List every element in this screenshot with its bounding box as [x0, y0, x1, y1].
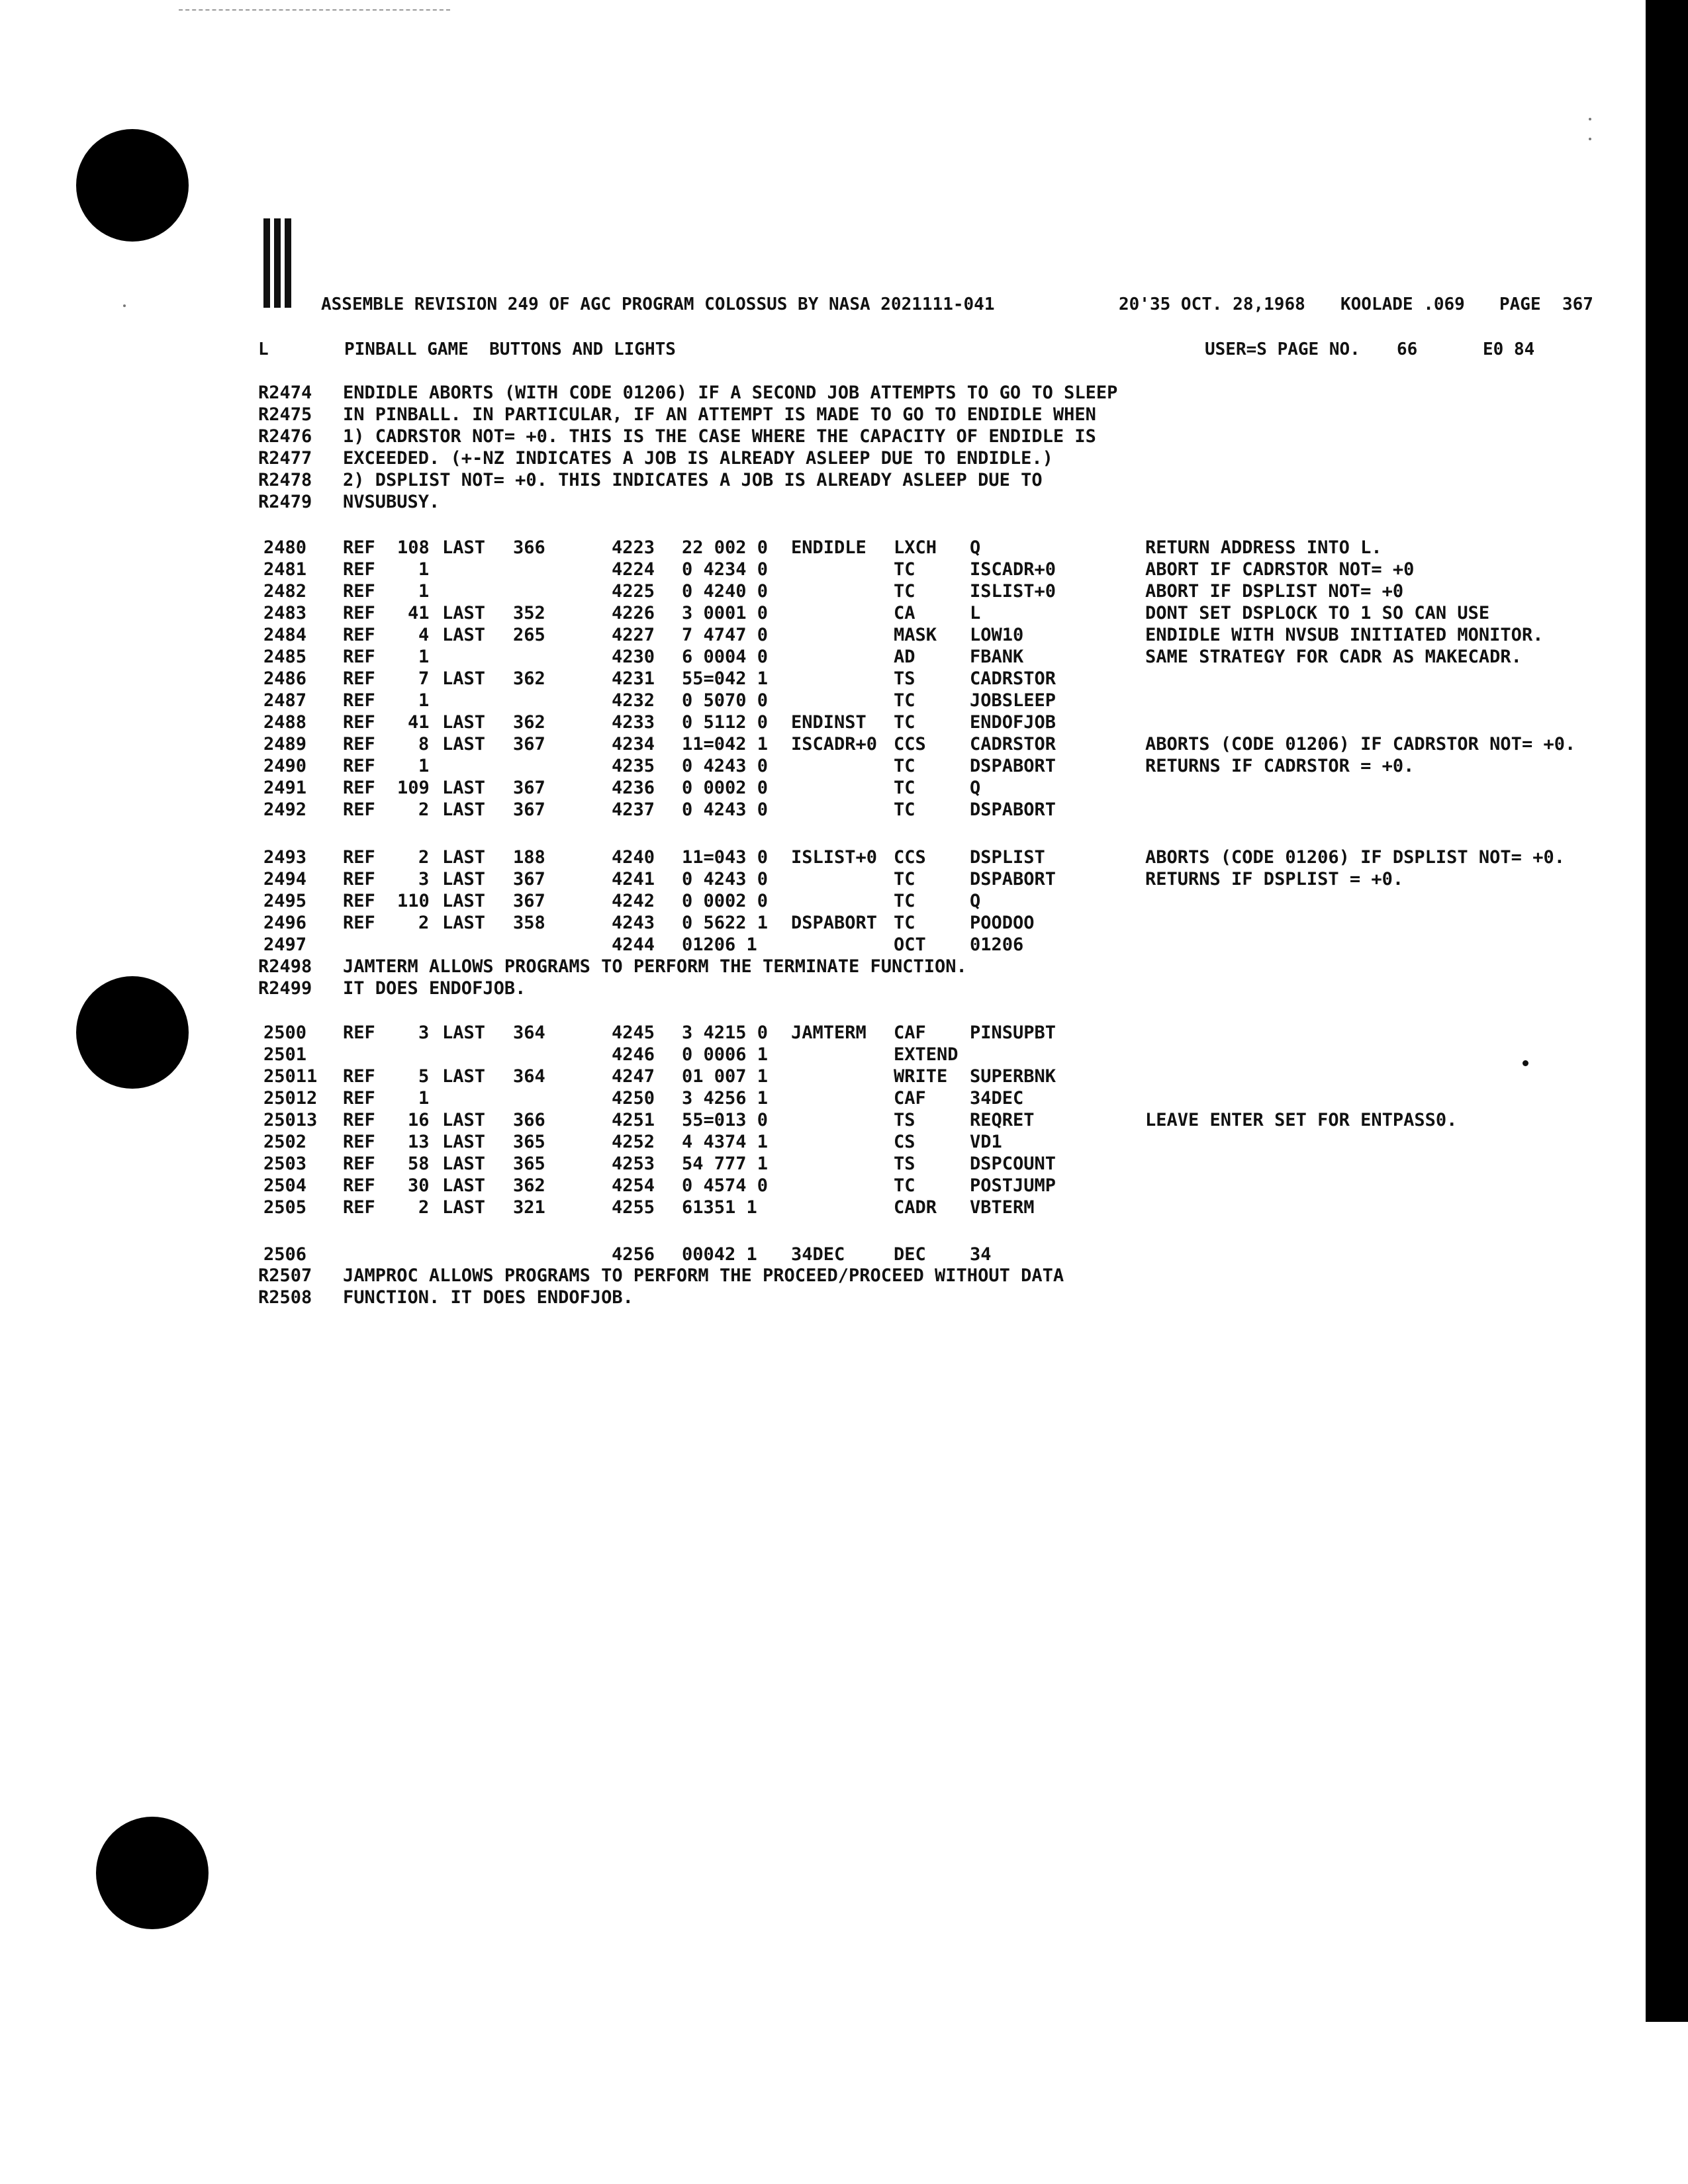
section-letter: L — [258, 340, 269, 359]
listing-line: 25013 — [263, 1110, 318, 1130]
listing-count: 8 — [418, 734, 430, 754]
listing-label: DSPABORT — [791, 913, 878, 933]
listing-line: 2495 — [263, 891, 307, 911]
listing-lastpg: 364 — [513, 1023, 545, 1043]
listing-op: TC — [894, 869, 915, 889]
user-page-label: USER=S PAGE NO. — [1205, 340, 1360, 359]
punch-hole-middle — [76, 976, 189, 1089]
listing-op: TS — [894, 1154, 915, 1174]
listing-addr: 4254 — [612, 1175, 655, 1196]
listing-lastpg: 366 — [513, 1110, 545, 1130]
listing-lastpg: 362 — [513, 712, 545, 733]
listing-line: 2505 — [263, 1197, 307, 1218]
listing-line: 2482 — [263, 581, 307, 602]
listing-addr: 4243 — [612, 913, 655, 933]
listing-code: 11=042 1 — [682, 734, 769, 754]
listing-lastpg: 321 — [513, 1197, 545, 1218]
listing-addr: 4245 — [612, 1023, 655, 1043]
remark-text: FUNCTION. IT DOES ENDOFJOB. — [343, 1287, 633, 1308]
listing-comment: ABORTS (CODE 01206) IF CADRSTOR NOT= +0. — [1145, 734, 1576, 754]
listing-last: LAST — [442, 1132, 486, 1152]
user-code: KOOLADE .069 — [1340, 295, 1465, 314]
listing-code: 0 0002 0 — [682, 778, 769, 798]
listing-last: LAST — [442, 1197, 486, 1218]
listing-ref: REF — [343, 668, 375, 689]
listing-op: MASK — [894, 625, 937, 645]
remark-text: EXCEEDED. (+-NZ INDICATES A JOB IS ALREADY ASLEEP DUE TO ENDIDLE.) — [343, 448, 1053, 469]
listing-comment: SAME STRATEGY FOR CADR AS MAKECADR. — [1145, 647, 1522, 667]
listing-last: LAST — [442, 625, 486, 645]
listing-code: 7 4747 0 — [682, 625, 769, 645]
listing-last: LAST — [442, 734, 486, 754]
listing-count: 108 — [397, 537, 430, 558]
listing-line: 2484 — [263, 625, 307, 645]
listing-op: TC — [894, 891, 915, 911]
listing-count: 1 — [418, 756, 430, 776]
page-label: PAGE — [1499, 295, 1541, 314]
listing-op: CADR — [894, 1197, 937, 1218]
listing-operand: L — [970, 603, 981, 623]
listing-addr: 4234 — [612, 734, 655, 754]
listing-addr: 4252 — [612, 1132, 655, 1152]
scan-speck — [1589, 138, 1591, 140]
listing-op: TC — [894, 799, 915, 820]
listing-label: 34DEC — [791, 1244, 845, 1265]
listing-addr: 4233 — [612, 712, 655, 733]
punch-hole-top — [76, 129, 189, 242]
listing-addr: 4230 — [612, 647, 655, 667]
remark-text: IN PINBALL. IN PARTICULAR, IF AN ATTEMPT IS MADE TO GO TO ENDIDLE WHEN — [343, 404, 1096, 425]
listing-addr: 4255 — [612, 1197, 655, 1218]
listing-op: TC — [894, 581, 915, 602]
listing-last: LAST — [442, 603, 486, 623]
listing-lastpg: 365 — [513, 1132, 545, 1152]
listing-line: 2492 — [263, 799, 307, 820]
listing-code: 0 4234 0 — [682, 559, 769, 580]
listing-addr: 4227 — [612, 625, 655, 645]
listing-last: LAST — [442, 913, 486, 933]
listing-comment: DONT SET DSPLOCK TO 1 SO CAN USE — [1145, 603, 1490, 623]
listing-line: 2501 — [263, 1044, 307, 1065]
listing-addr: 4235 — [612, 756, 655, 776]
listing-count: 41 — [408, 603, 430, 623]
listing-code: 55=042 1 — [682, 668, 769, 689]
listing-code: 55=013 0 — [682, 1110, 769, 1130]
listing-count: 1 — [418, 559, 430, 580]
listing-comment: ABORT IF CADRSTOR NOT= +0 — [1145, 559, 1415, 580]
listing-last: LAST — [442, 1154, 486, 1174]
listing-operand: POODOO — [970, 913, 1035, 933]
listing-comment: RETURN ADDRESS INTO L. — [1145, 537, 1382, 558]
listing-code: 0 0006 1 — [682, 1044, 769, 1065]
listing-code: 61351 1 — [682, 1197, 757, 1218]
listing-operand: DSPABORT — [970, 799, 1056, 820]
listing-line: 2496 — [263, 913, 307, 933]
listing-count: 1 — [418, 647, 430, 667]
listing-ref: REF — [343, 1154, 375, 1174]
remark-text: 1) CADRSTOR NOT= +0. THIS IS THE CASE WHERE THE CAPACITY OF ENDIDLE IS — [343, 426, 1096, 447]
remark-text: JAMPROC ALLOWS PROGRAMS TO PERFORM THE PROCEED/PROCEED WITHOUT DATA — [343, 1265, 1064, 1286]
listing-op: CAF — [894, 1088, 926, 1109]
listing-code: 6 0004 0 — [682, 647, 769, 667]
listing-line: 2493 — [263, 847, 307, 868]
listing-lastpg: 188 — [513, 847, 545, 868]
listing-addr: 4244 — [612, 934, 655, 955]
listing-operand: Q — [970, 537, 981, 558]
listing-lastpg: 365 — [513, 1154, 545, 1174]
listing-count: 3 — [418, 869, 430, 889]
listing-code: 4 4374 1 — [682, 1132, 769, 1152]
listing-count: 2 — [418, 913, 430, 933]
listing-ref: REF — [343, 559, 375, 580]
listing-addr: 4237 — [612, 799, 655, 820]
listing-operand: JOBSLEEP — [970, 690, 1056, 711]
listing-ref: REF — [343, 1132, 375, 1152]
section-title: PINBALL GAME BUTTONS AND LIGHTS — [344, 340, 676, 359]
listing-comment: RETURNS IF CADRSTOR = +0. — [1145, 756, 1415, 776]
listing-count: 2 — [418, 1197, 430, 1218]
listing-op: CCS — [894, 734, 926, 754]
listing-operand: VBTERM — [970, 1197, 1035, 1218]
listing-code: 0 5622 1 — [682, 913, 769, 933]
listing-op: AD — [894, 647, 915, 667]
listing-count: 41 — [408, 712, 430, 733]
listing-last: LAST — [442, 668, 486, 689]
remark-text: IT DOES ENDOFJOB. — [343, 978, 526, 999]
remark-id: R2474 — [258, 383, 312, 403]
listing-operand: 01206 — [970, 934, 1024, 955]
listing-ref: REF — [343, 734, 375, 754]
listing-label: ENDIDLE — [791, 537, 867, 558]
listing-ref: REF — [343, 778, 375, 798]
listing-line: 2489 — [263, 734, 307, 754]
listing-lastpg: 367 — [513, 778, 545, 798]
listing-op: TC — [894, 756, 915, 776]
listing-operand: PINSUPBT — [970, 1023, 1056, 1043]
listing-comment: ABORT IF DSPLIST NOT= +0 — [1145, 581, 1404, 602]
punch-hole-bottom — [96, 1817, 209, 1929]
listing-lastpg: 362 — [513, 668, 545, 689]
listing-lastpg: 366 — [513, 537, 545, 558]
listing-op: CCS — [894, 847, 926, 868]
remark-id: R2476 — [258, 426, 312, 447]
listing-last: LAST — [442, 1110, 486, 1130]
listing-code: 3 0001 0 — [682, 603, 769, 623]
listing-lastpg: 358 — [513, 913, 545, 933]
listing-code: 0 4240 0 — [682, 581, 769, 602]
listing-addr: 4225 — [612, 581, 655, 602]
listing-line: 2487 — [263, 690, 307, 711]
listing-count: 16 — [408, 1110, 430, 1130]
listing-code: 22 002 0 — [682, 537, 769, 558]
listing-lastpg: 367 — [513, 869, 545, 889]
listing-label: ENDINST — [791, 712, 867, 733]
listing-addr: 4236 — [612, 778, 655, 798]
listing-label: ISLIST+0 — [791, 847, 878, 868]
listing-operand: ENDOFJOB — [970, 712, 1056, 733]
listing-addr: 4246 — [612, 1044, 655, 1065]
listing-code: 3 4256 1 — [682, 1088, 769, 1109]
listing-ref: REF — [343, 537, 375, 558]
listing-ref: REF — [343, 690, 375, 711]
scan-top-dash — [179, 9, 450, 11]
listing-operand: REQRET — [970, 1110, 1035, 1130]
listing-count: 2 — [418, 847, 430, 868]
listing-code: 0 5112 0 — [682, 712, 769, 733]
listing-code: 54 777 1 — [682, 1154, 769, 1174]
listing-op: TS — [894, 1110, 915, 1130]
listing-addr: 4232 — [612, 690, 655, 711]
remark-id: R2507 — [258, 1265, 312, 1286]
listing-operand: DSPABORT — [970, 869, 1056, 889]
listing-addr: 4231 — [612, 668, 655, 689]
remark-id: R2478 — [258, 470, 312, 490]
listing-line: 2485 — [263, 647, 307, 667]
listing-addr: 4256 — [612, 1244, 655, 1265]
listing-count: 13 — [408, 1132, 430, 1152]
listing-code: 01206 1 — [682, 934, 757, 955]
listing-count: 1 — [418, 581, 430, 602]
listing-ref: REF — [343, 1023, 375, 1043]
listing-op: TS — [894, 668, 915, 689]
listing-code: 0 5070 0 — [682, 690, 769, 711]
listing-operand: 34DEC — [970, 1088, 1024, 1109]
listing-last: LAST — [442, 1066, 486, 1087]
listing-line: 2497 — [263, 934, 307, 955]
listing-addr: 4253 — [612, 1154, 655, 1174]
remark-id: R2477 — [258, 448, 312, 469]
listing-op: TC — [894, 712, 915, 733]
listing-count: 4 — [418, 625, 430, 645]
listing-operand: CADRSTOR — [970, 734, 1056, 754]
scan-speck — [1589, 118, 1591, 120]
listing-op: CS — [894, 1132, 915, 1152]
listing-last: LAST — [442, 799, 486, 820]
remark-text: 2) DSPLIST NOT= +0. THIS INDICATES A JOB IS ALREADY ASLEEP DUE TO — [343, 470, 1043, 490]
listing-operand: VD1 — [970, 1132, 1002, 1152]
listing-count: 110 — [397, 891, 430, 911]
listing-ref: REF — [343, 625, 375, 645]
listing-op: LXCH — [894, 537, 937, 558]
listing-ref: REF — [343, 913, 375, 933]
listing-ref: REF — [343, 647, 375, 667]
listing-ref: REF — [343, 1088, 375, 1109]
scan-edge-bar — [1646, 0, 1688, 2022]
page-title: ASSEMBLE REVISION 249 OF AGC PROGRAM COLOSSUS BY NASA 2021111-041 — [321, 295, 995, 314]
timestamp: 20'35 OCT. 28,1968 — [1119, 295, 1305, 314]
listing-line: 25012 — [263, 1088, 318, 1109]
listing-addr: 4226 — [612, 603, 655, 623]
listing-code: 11=043 0 — [682, 847, 769, 868]
listing-op: CAF — [894, 1023, 926, 1043]
listing-count: 1 — [418, 1088, 430, 1109]
listing-operand: DSPCOUNT — [970, 1154, 1056, 1174]
listing-line: 2490 — [263, 756, 307, 776]
listing-addr: 4240 — [612, 847, 655, 868]
listing-comment: ABORTS (CODE 01206) IF DSPLIST NOT= +0. — [1145, 847, 1565, 868]
listing-ref: REF — [343, 869, 375, 889]
remark-id: R2475 — [258, 404, 312, 425]
listing-last: LAST — [442, 778, 486, 798]
listing-lastpg: 265 — [513, 625, 545, 645]
listing-ref: REF — [343, 756, 375, 776]
listing-line: 2503 — [263, 1154, 307, 1174]
listing-op: OCT — [894, 934, 926, 955]
listing-operand: LOW10 — [970, 625, 1024, 645]
listing-count: 109 — [397, 778, 430, 798]
listing-line: 2488 — [263, 712, 307, 733]
listing-code: 0 4574 0 — [682, 1175, 769, 1196]
listing-line: 25011 — [263, 1066, 318, 1087]
listing-line: 2500 — [263, 1023, 307, 1043]
listing-line: 2494 — [263, 869, 307, 889]
listing-last: LAST — [442, 869, 486, 889]
listing-code: 3 4215 0 — [682, 1023, 769, 1043]
page-number: 367 — [1562, 295, 1593, 314]
listing-line: 2480 — [263, 537, 307, 558]
listing-ref: REF — [343, 1175, 375, 1196]
remark-text: ENDIDLE ABORTS (WITH CODE 01206) IF A SECOND JOB ATTEMPTS TO GO TO SLEEP — [343, 383, 1118, 403]
listing-ref: REF — [343, 1110, 375, 1130]
listing-operand: 34 — [970, 1244, 992, 1265]
listing-count: 7 — [418, 668, 430, 689]
listing-operand: CADRSTOR — [970, 668, 1056, 689]
remark-text: NVSUBUSY. — [343, 492, 440, 512]
listing-count: 2 — [418, 799, 430, 820]
listing-ref: REF — [343, 799, 375, 820]
listing-last: LAST — [442, 847, 486, 868]
listing-code: 0 4243 0 — [682, 756, 769, 776]
listing-addr: 4250 — [612, 1088, 655, 1109]
remark-id: R2499 — [258, 978, 312, 999]
listing-op: TC — [894, 690, 915, 711]
listing-count: 5 — [418, 1066, 430, 1087]
listing-line: 2486 — [263, 668, 307, 689]
scan-speck — [123, 304, 126, 307]
listing-ref: REF — [343, 1066, 375, 1087]
listing-op: TC — [894, 913, 915, 933]
listing-code: 00042 1 — [682, 1244, 757, 1265]
listing-comment: RETURNS IF DSPLIST = +0. — [1145, 869, 1404, 889]
remark-text: JAMTERM ALLOWS PROGRAMS TO PERFORM THE TERMINATE FUNCTION. — [343, 956, 967, 977]
listing-addr: 4247 — [612, 1066, 655, 1087]
listing-count: 58 — [408, 1154, 430, 1174]
listing-line: 2483 — [263, 603, 307, 623]
listing-last: LAST — [442, 1023, 486, 1043]
listing-addr: 4223 — [612, 537, 655, 558]
listing-op: WRITE — [894, 1066, 948, 1087]
listing-ref: REF — [343, 581, 375, 602]
listing-count: 1 — [418, 690, 430, 711]
listing-operand: POSTJUMP — [970, 1175, 1056, 1196]
listing-addr: 4241 — [612, 869, 655, 889]
listing-operand: DSPLIST — [970, 847, 1045, 868]
listing-code: 0 0002 0 — [682, 891, 769, 911]
listing-ref: REF — [343, 1197, 375, 1218]
listing-addr: 4242 — [612, 891, 655, 911]
listing-ref: REF — [343, 847, 375, 868]
listing-lastpg: 364 — [513, 1066, 545, 1087]
listing-code: 0 4243 0 — [682, 799, 769, 820]
listing-line: 2506 — [263, 1244, 307, 1265]
listing-last: LAST — [442, 891, 486, 911]
listing-line: 2502 — [263, 1132, 307, 1152]
remark-id: R2479 — [258, 492, 312, 512]
listing-operand: ISCADR+0 — [970, 559, 1056, 580]
listing-lastpg: 362 — [513, 1175, 545, 1196]
listing-label: ISCADR+0 — [791, 734, 878, 754]
listing-last: LAST — [442, 537, 486, 558]
listing-operand: Q — [970, 778, 981, 798]
listing-op: TC — [894, 1175, 915, 1196]
listing-code: 01 007 1 — [682, 1066, 769, 1087]
listing-operand: DSPABORT — [970, 756, 1056, 776]
listing-op: CA — [894, 603, 915, 623]
scan-speck — [1523, 1060, 1528, 1066]
user-page-number: 66 — [1397, 340, 1418, 359]
listing-operand: FBANK — [970, 647, 1024, 667]
listing-op: DEC — [894, 1244, 926, 1265]
listing-lastpg: 367 — [513, 891, 545, 911]
listing-line: 2491 — [263, 778, 307, 798]
listing-ref: REF — [343, 712, 375, 733]
eo-label: E0 84 — [1483, 340, 1535, 359]
listing-line: 2481 — [263, 559, 307, 580]
listing-op: TC — [894, 559, 915, 580]
remark-id: R2508 — [258, 1287, 312, 1308]
listing-addr: 4251 — [612, 1110, 655, 1130]
listing-last: LAST — [442, 712, 486, 733]
listing-ref: REF — [343, 891, 375, 911]
listing-lastpg: 352 — [513, 603, 545, 623]
listing-op: TC — [894, 778, 915, 798]
listing-op: EXTEND — [894, 1044, 959, 1065]
listing-label: JAMTERM — [791, 1023, 867, 1043]
listing-code: 0 4243 0 — [682, 869, 769, 889]
listing-operand: Q — [970, 891, 981, 911]
listing-operand: ISLIST+0 — [970, 581, 1056, 602]
listing-last: LAST — [442, 1175, 486, 1196]
binder-tab-mark — [263, 218, 298, 308]
listing-comment: LEAVE ENTER SET FOR ENTPASS0. — [1145, 1110, 1458, 1130]
listing-count: 3 — [418, 1023, 430, 1043]
listing-addr: 4224 — [612, 559, 655, 580]
listing-line: 2504 — [263, 1175, 307, 1196]
listing-operand: SUPERBNK — [970, 1066, 1056, 1087]
listing-comment: ENDIDLE WITH NVSUB INITIATED MONITOR. — [1145, 625, 1544, 645]
listing-lastpg: 367 — [513, 734, 545, 754]
listing-lastpg: 367 — [513, 799, 545, 820]
listing-count: 30 — [408, 1175, 430, 1196]
listing-ref: REF — [343, 603, 375, 623]
remark-id: R2498 — [258, 956, 312, 977]
